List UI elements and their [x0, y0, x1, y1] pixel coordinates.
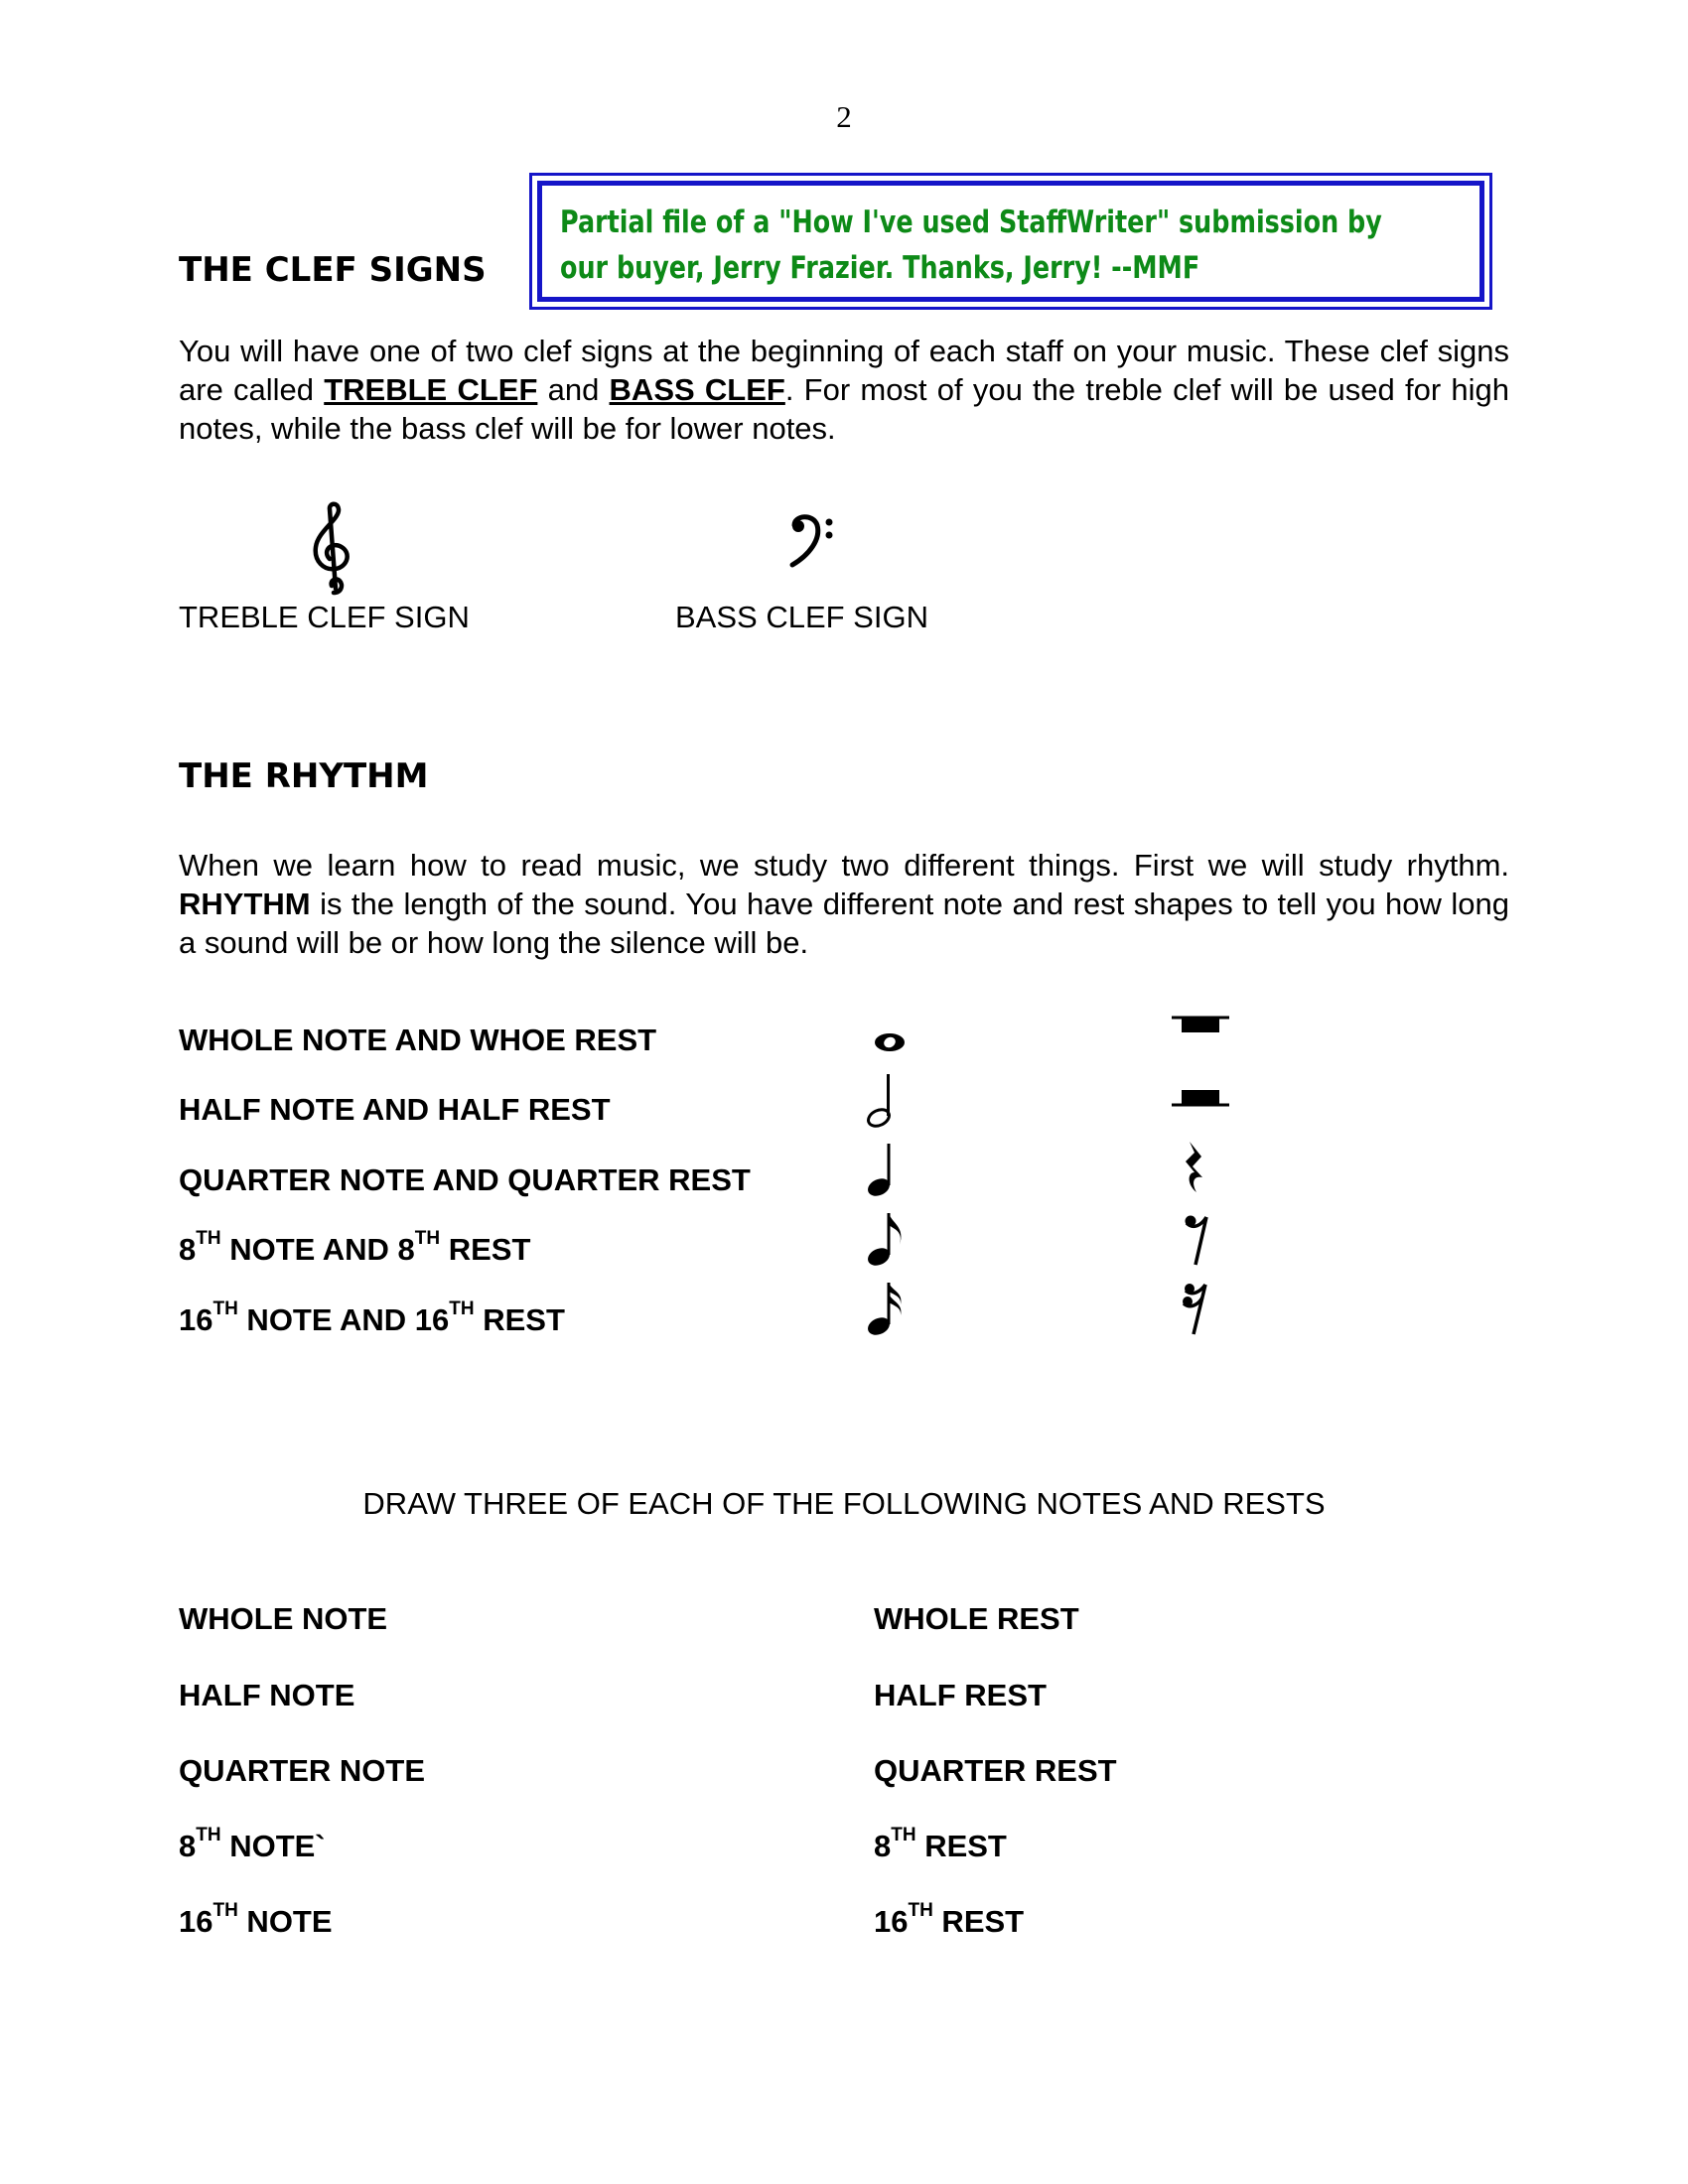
quarter-rest-icon — [1182, 1140, 1211, 1197]
notice-line-1: Partial file of a "How I've used StaffWriter" submission by — [560, 205, 1382, 240]
whole-note-icon — [872, 1030, 908, 1054]
eighth-rest-icon — [1184, 1211, 1213, 1269]
rhythm-paragraph: When we learn how to read music, we study two different things. First we will study rhythm. RHYTHM is the length of the sound. You have different note and rest shapes to tell you how long a sound will be or how long the silence will be. — [179, 848, 1509, 960]
rhythm-term: RHYTHM — [179, 887, 311, 921]
exercise-instruction: DRAW THREE OF EACH OF THE FOLLOWING NOTES AND RESTS — [362, 1486, 1326, 1521]
rhythm-row-whole: WHOLE NOTE AND WHOE REST — [179, 1023, 657, 1057]
exercise-sixteenth-rest: 16TH REST — [874, 1900, 1025, 1939]
exercise-half-rest: HALF REST — [874, 1678, 1047, 1712]
clef-signs-heading: THE CLEF SIGNS — [179, 250, 487, 290]
half-rest-icon — [1172, 1088, 1231, 1112]
bass-clef-term: BASS CLEF — [609, 372, 785, 407]
exercise-sixteenth-note: 16TH NOTE — [179, 1900, 333, 1939]
notice-line-2: our buyer, Jerry Frazier. Thanks, Jerry! --MMF — [560, 250, 1200, 286]
treble-clef-term: TREBLE CLEF — [324, 372, 538, 407]
rhythm-row-eighth: 8TH NOTE AND 8TH REST — [179, 1228, 531, 1267]
exercise-quarter-rest: QUARTER REST — [874, 1753, 1117, 1788]
quarter-note-icon — [864, 1142, 904, 1197]
rhythm-row-sixteenth: 16TH NOTE AND 16TH REST — [179, 1298, 565, 1337]
exercise-eighth-rest: 8TH REST — [874, 1825, 1007, 1863]
half-note-icon — [864, 1072, 904, 1128]
eighth-note-icon — [864, 1211, 910, 1267]
treble-clef-label: TREBLE CLEF SIGN — [179, 600, 470, 634]
exercise-whole-note: WHOLE NOTE — [179, 1601, 388, 1636]
submission-notice-box — [529, 173, 1492, 310]
clef-signs-paragraph: You will have one of two clef signs at the beginning of each staff on your music. These clef signs are called TREBLE CLEF and BASS CLEF. For most of you the treble clef will be used for high notes, while the bass clef will be for lower notes. — [179, 334, 1509, 446]
exercise-eighth-note: 8TH NOTE` — [179, 1825, 326, 1863]
whole-rest-icon — [1172, 1015, 1231, 1038]
rhythm-heading: THE RHYTHM — [179, 756, 429, 796]
page-number: 2 — [836, 99, 852, 134]
sixteenth-rest-icon — [1182, 1281, 1213, 1338]
exercise-whole-rest: WHOLE REST — [874, 1601, 1079, 1636]
sixteenth-note-icon — [864, 1281, 910, 1336]
bass-clef-label: BASS CLEF SIGN — [675, 600, 928, 634]
submission-notice-inner — [537, 181, 1484, 302]
rhythm-row-quarter: QUARTER NOTE AND QUARTER REST — [179, 1162, 751, 1197]
rhythm-row-half: HALF NOTE AND HALF REST — [179, 1092, 611, 1127]
exercise-half-note: HALF NOTE — [179, 1678, 355, 1712]
exercise-quarter-note: QUARTER NOTE — [179, 1753, 425, 1788]
bass-clef-icon — [789, 513, 839, 569]
treble-clef-icon — [308, 501, 357, 596]
